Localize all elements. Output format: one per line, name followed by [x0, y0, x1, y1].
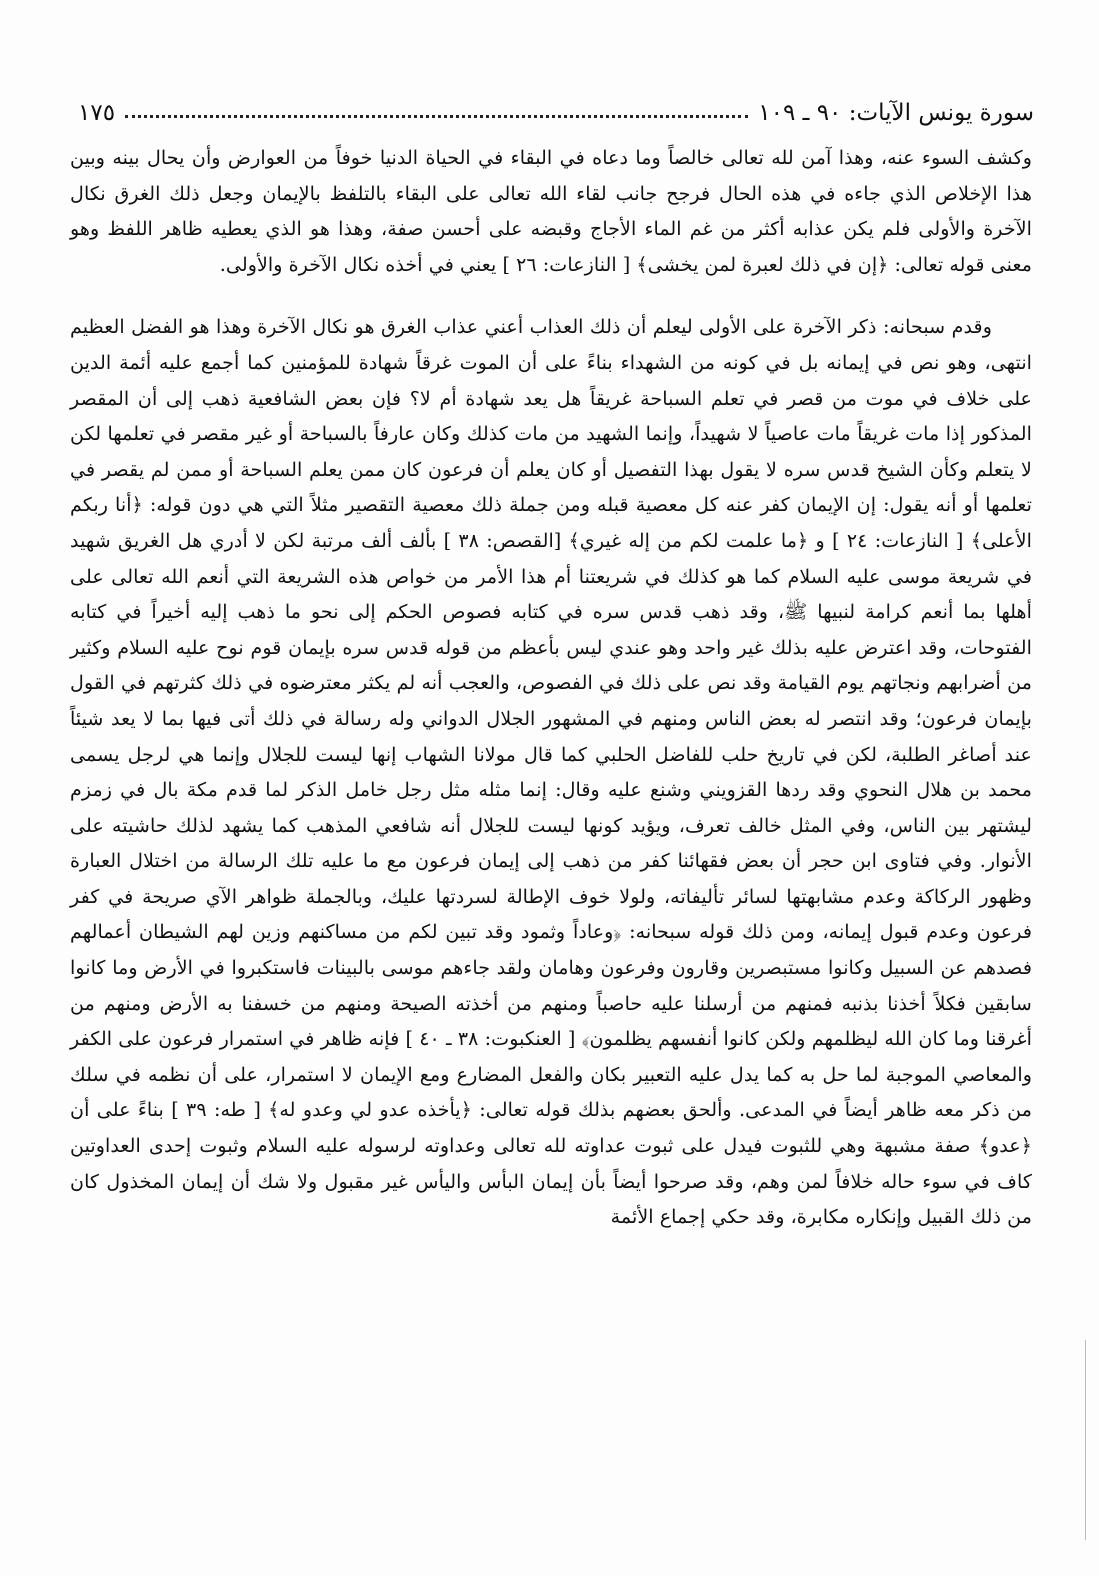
body-text [70, 140, 1032, 1235]
paragraph-spacer [70, 282, 1032, 309]
paragraph-1: وكشف السوء عنه، وهذا آمن لله تعالى خالصاً وما دعاه في البقاء في الحياة الدنيا خوفاً من العوارض وأن يحال بينه وبين هذا الإخلاص الذي جاءه في هذه الحال فرجح جانب لقاء الله تعالى على البقاء بالتلفظ بالإيمان وجعل ذلك الغرق نكال الآخرة والأولى فلم يكن عذابه أكثر من غم الماء الأجاج وقبضه على أحسن صفة، وهذا هو الذي يعطيه ظاهر اللفظ وهو معنى قوله تعالى: ﴿إن في ذلك لعبرة لمن يخشى﴾ [ النازعات: ٢٦ ] يعني في أخذه نكال الآخرة والأولى. [70, 146, 1032, 276]
page-number: ١٧٥ [78, 100, 116, 126]
header-dot-leader [125, 114, 748, 118]
paragraph-2: وقدم سبحانه: ذكر الآخرة على الأولى ليعلم أن ذلك العذاب أعني عذاب الغرق هو نكال الآخرة وهذا هو الفضل العظيم انتهى، وهو نص في إيمانه بل في كونه من الشهداء بناءً على أن الموت غرقاً شهادة للمؤمنين كما أجمع عليه أئمة الدين على خلاف في موت من قصر في تعلم السباحة غريقاً هل يعد شهادة أم لا؟ فإن بعض الشافعية ذهب إلى أن المقصر المذكور إذا مات غريقاً مات عاصياً لا شهيداً، وإنما الشهيد من مات كذلك وكان عارفاً بالسباحة أو غير مقصر في تعلمها لكن لا يتعلم وكأن الشيخ قدس سره لا يقول بهذا التفصيل أو كان يعلم أن فرعون كان ممن يعلم السباحة أو ممن لم يقصر في تعلمها أو أنه يقول: إن الإيمان كفر عنه كل معصية قبله ومن جملة ذلك معصية التقصير مثلاً التي هي دون قوله: ﴿أنا ربكم الأعلى﴾ [ النازعات: ٢٤ ] و ﴿ما علمت لكم من إله غيري﴾ [القصص: ٣٨ ] بألف ألف مرتبة لكن لا أدري هل الغريق شهيد في شريعة موسى عليه السلام كما هو كذلك في شريعتنا أم هذا الأمر من خواص هذه الشريعة التي أنعم الله تعالى على أهلها بما أنعم كرامة لنبيها ﷺ، وقد ذهب قدس سره في كتابه فصوص الحكم إلى نحو ما ذهب إليه أخيراً في كتابه الفتوحات، وقد اعترض عليه بذلك غير واحد وهو عندي ليس بأعظم من قوله قدس سره بإيمان قوم نوح عليه السلام وكثير من أضرابهم ونجاتهم يوم القيامة وقد نص على ذلك في الفصوص، والعجب أنه لم يكثر معترضوه في ذلك كثرتهم في القول بإيمان فرعون؛ وقد انتصر له بعض الناس ومنهم في المشهور الجلال الدواني وله رسالة في ذلك أتى فيها بما لا يعد شيئاً عند أصاغر الطلبة، لكن في تاريخ حلب للفاضل الحلبي كما قال مولانا الشهاب إنها ليست للجلال وإنما هي لرجل يسمى محمد بن هلال النحوي وقد ردها القزويني وشنع عليه وقال: إنما مثله مثل رجل خامل الذكر لما قدم مكة بال في زمزم ليشتهر بين الناس، وفي المثل خالف تعرف، ويؤيد كونها ليست للجلال أنه شافعي المذهب كما يشهد لذلك حاشيته على الأنوار. وفي فتاوى ابن حجر أن بعض فقهائنا كفر من ذهب إلى إيمان فرعون مع ما عليه تلك الرسالة من اختلال العبارة وظهور الركاكة وعدم مشابهتها لسائر تأليفاته، ولولا خوف الإطالة لسردتها عليك، وبالجملة ظواهر الآي صريحة في كفر فرعون وعدم قبول إيمانه، ومن ذلك قوله سبحانه: ﴿وعاداً وثمود وقد تبين لكم من مساكنهم وزين لهم الشيطان أعمالهم فصدهم عن السبيل وكانوا مستبصرين وقارون وفرعون وهامان ولقد جاءهم موسى بالبينات فاستكبروا في الأرض وما كانوا سابقين فكلاً أخذنا بذنبه فمنهم من أرسلنا عليه حاصباً ومنهم من أخذته الصيحة ومنهم من خسفنا به الأرض ومنهم من أغرقنا وما كان الله ليظلمهم ولكن كانوا أنفسهم يظلمون﴾ [ العنكبوت: ٣٨ ـ ٤٠ ] فإنه ظاهر في استمرار فرعون على الكفر والمعاصي الموجبة لما حل به كما يدل عليه التعبير بكان والفعل المضارع ومع الإيمان لا استمرار، على أن نظمه في سلك من ذكر معه ظاهر أيضاً في المدعى. وألحق بعضهم بذلك قوله تعالى: ﴿يأخذه عدو لي وعدو له﴾ [ طه: ٣٩ ] بناءً على أن ﴿عدو﴾ صفة مشبهة وهي للثبوت فيدل على ثبوت عداوته لله تعالى وعداوته لرسوله عليه السلام وثبوت إحدى العداوتين كاف في سوء حاله خلافاً لمن وهم، وقد صرحوا أيضاً بأن إيمان البأس واليأس غير مقبول ولا شك أن إيمان المخذول كان من ذلك القبيل وإنكاره مكابرة، وقد حكي إجماع الأئمة [70, 315, 1033, 1229]
running-header [78, 80, 1034, 126]
scan-margin-line [1085, 1340, 1086, 1540]
header-title: سورة يونس الآيات: ٩٠ ـ ١٠٩ [758, 100, 1034, 126]
